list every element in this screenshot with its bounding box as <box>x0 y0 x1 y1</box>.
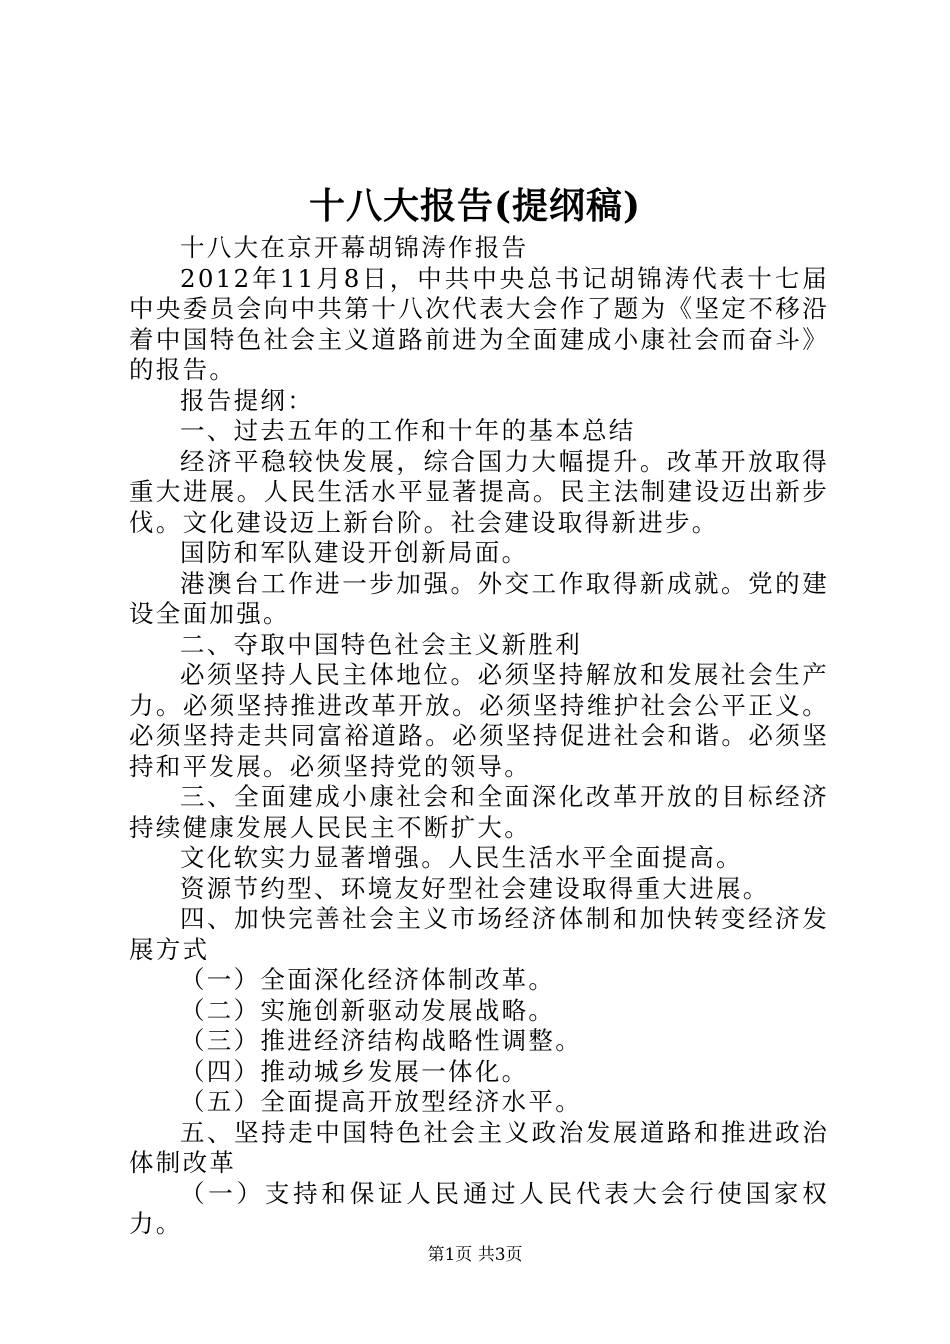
paragraph: 必须坚持人民主体地位。必须坚持解放和发展社会生产力。必须坚持推进改革开放。必须坚持维护社会公平正义。必须坚持走共同富裕道路。必须坚持促进社会和谐。必须坚持和平发展。必须坚持党的领导。 <box>129 660 829 781</box>
paragraph: 资源节约型、环境友好型社会建设取得重大进展。 <box>180 873 770 903</box>
section-heading: 一、过去五年的工作和十年的基本总结 <box>180 416 636 445</box>
section-heading: 二、夺取中国特色社会主义新胜利 <box>180 629 582 659</box>
paragraph: 经济平稳较快发展，综合国力大幅提升。改革开放取得重大进展。人民生活水平显著提高。民主法制建设迈出新步伐。文化建设迈上新台阶。社会建设取得新进步。 <box>129 446 829 537</box>
list-item: （五）全面提高开放型经济水平。 <box>180 1087 582 1116</box>
document-title: 十八大报告(提纲稿) <box>308 185 642 227</box>
section-heading: 三、全面建成小康社会和全面深化改革开放的目标经济持续健康发展人民民主不断扩大。 <box>129 782 829 842</box>
paragraph: 港澳台工作进一步加强。外交工作取得新成就。党的建设全面加强。 <box>129 568 829 628</box>
section-heading: 五、坚持走中国特色社会主义政治发展道路和推进政治体制改革 <box>129 1117 829 1177</box>
paragraph: 报告提纲： <box>180 385 314 415</box>
paragraph: 文化软实力显著增强。人民生活水平全面提高。 <box>180 843 743 872</box>
page-footer: 第1页 共3页 <box>427 1245 523 1265</box>
list-item: （一）支持和保证人民通过人民代表大会行使国家权力。 <box>129 1178 829 1238</box>
list-item: （二）实施创新驱动发展战略。 <box>180 995 556 1025</box>
paragraph: 2012年11月8日，中共中央总书记胡锦涛代表十七届中央委员会向中共第十八次代表大会作了题为《坚定不移沿着中国特色社会主义道路前进为全面建成小康社会而奋斗》的报告。 <box>129 263 829 384</box>
paragraph: 国防和军队建设开创新局面。 <box>180 538 529 567</box>
list-item: （一）全面深化经济体制改革。 <box>180 965 556 994</box>
paragraph: 十八大在京开幕胡锦涛作报告 <box>180 233 529 262</box>
section-heading: 四、加快完善社会主义市场经济体制和加快转变经济发展方式 <box>129 904 829 964</box>
document-body <box>129 233 829 1240</box>
list-item: （三）推进经济结构战略性调整。 <box>180 1026 582 1055</box>
list-item: （四）推动城乡发展一体化。 <box>180 1056 529 1086</box>
